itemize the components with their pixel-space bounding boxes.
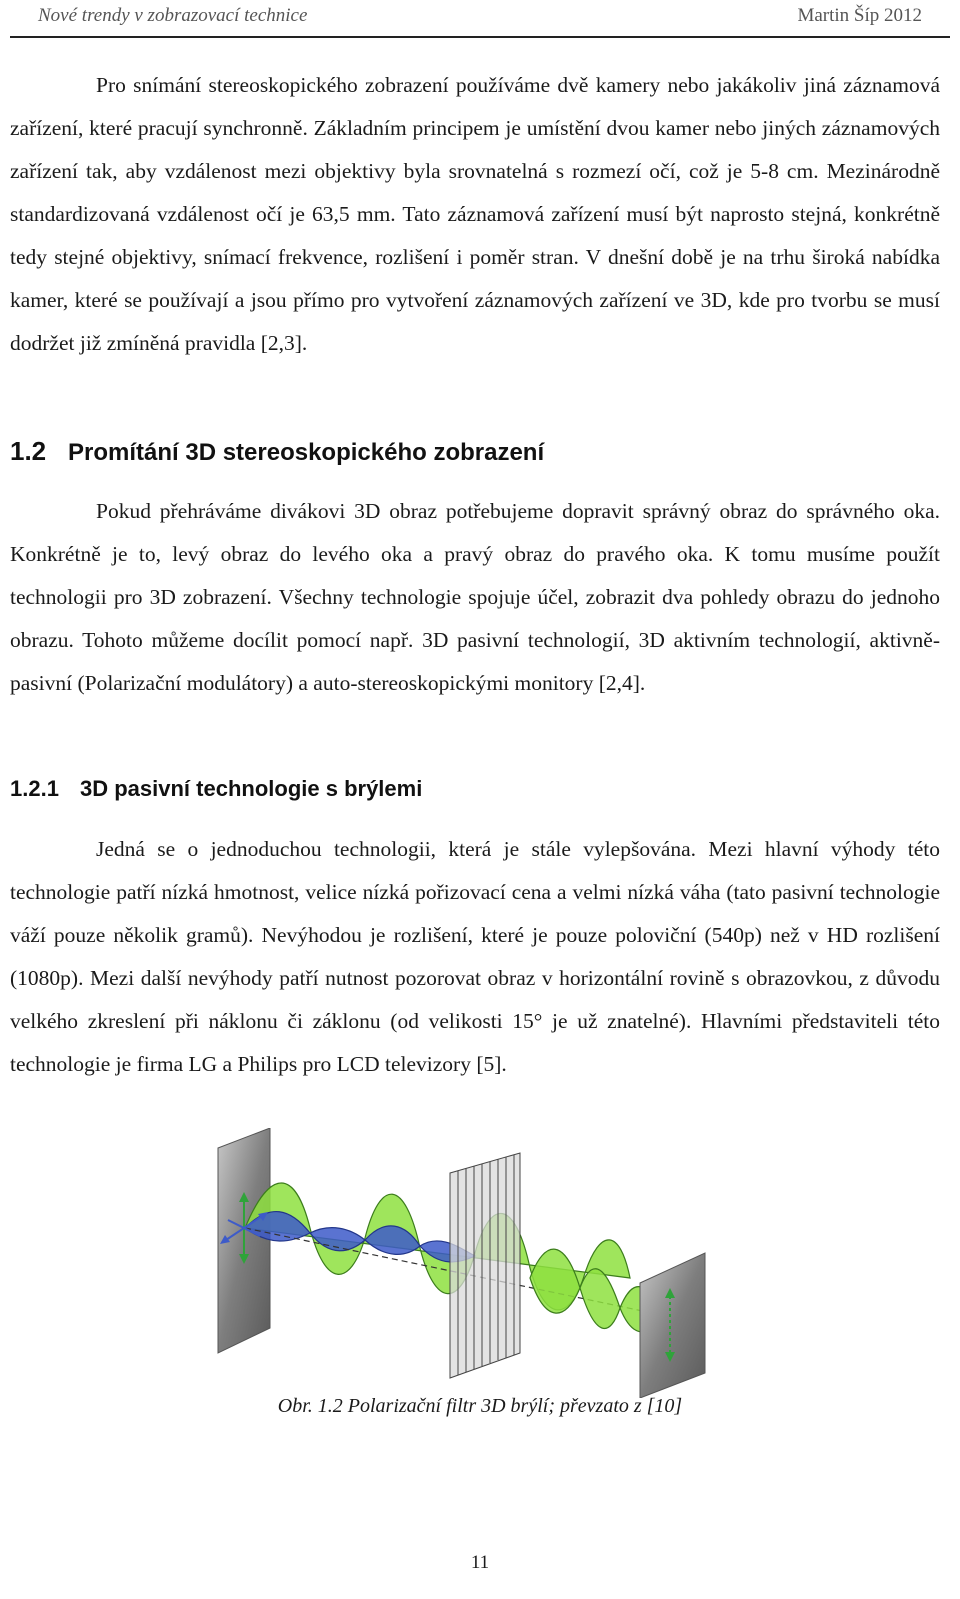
horizontal-wave — [245, 1212, 475, 1262]
section-heading-1-2 — [10, 436, 544, 467]
section-number: 1.2.1 — [10, 776, 59, 801]
page-number: 11 — [470, 1552, 490, 1573]
paragraph-stereoscopic-capture: Pro snímání stereoskopického zobrazení používáme dvě kamery nebo jakákoliv jiná záznamová zařízení, které pracují synchronně. Základním principem je umístění dvou kamer nebo jiných záznamových zařízení tak, aby vzdálenost mezi objektivy byla srovnatelná s rozmezí očí, což je 5-8 cm. Mezinárodně standardizovaná vzdálenost očí je 63,5 mm. Tato záznamová zařízení musí být naprosto stejná, konkrétně tedy stejné objektivy, snímací frekvence, rozlišení i poměr stran. V dnešní době je na trhu široká nabídka kamer, které se používají a jsou přímo pro vytvoření záznamových zařízení ve 3D, kde pro tvorbu se musí dodržet již zmíněná pravidla [2,3]. — [10, 73, 940, 355]
polarizing-filter — [450, 1153, 520, 1378]
section-number: 1.2 — [10, 436, 47, 466]
header-author-year: Martin Šíp 2012 — [797, 5, 922, 26]
output-plate — [640, 1253, 705, 1398]
header-title: Nové trendy v zobrazovací technice — [38, 5, 308, 26]
section-title: Promítání 3D stereoskopického zobrazení — [68, 439, 545, 466]
polarization-filter-figure — [200, 1128, 760, 1398]
paragraph-passive-technology: Jedná se o jednoduchou technologii, která je stále vylepšována. Mezi hlavní výhody této technologie patří nízká hmotnost, velice nízká pořizovací cena a velmi nízká váha (tato pasivní technologie váží pouze několik gramů). Nevýhodou je rozlišení, které je pouze poloviční (540p) než v HD rozlišení (1080p). Mezi další nevýhody patří nutnost pozorovat obraz v horizontální rovině s obrazovkou, z důvodu velkého zkreslení při náklonu či záklonu (od velikosti 15° je už znatelné). Hlavními představiteli této technologie je firma LG a Philips pro LCD televizory [5]. — [10, 837, 940, 1076]
section-title: 3D pasivní technologie s brýlemi — [80, 776, 423, 801]
paragraph-projection: Pokud přehráváme divákovi 3D obraz potřebujeme dopravit správný obraz do správného oka. Konkrétně je to, levý obraz do levého oka a pravý obraz do pravého oka. K tomu musíme použít technologii pro 3D zobrazení. Všechny technologie spojuje účel, zobrazit dva pohledy obrazu do jednoho obrazu. Tohoto můžeme docílit pomocí např. 3D pasivní technologií, 3D aktivním technologií, aktivně-pasivní (Polarizační modulátory) a auto-stereoskopickými monitory [2,4]. — [10, 499, 940, 695]
page-header — [10, 0, 950, 38]
figure-caption: Obr. 1.2 Polarizační filtr 3D brýlí; převzato z [10] — [277, 1395, 683, 1417]
section-heading-1-2-1 — [10, 776, 422, 802]
